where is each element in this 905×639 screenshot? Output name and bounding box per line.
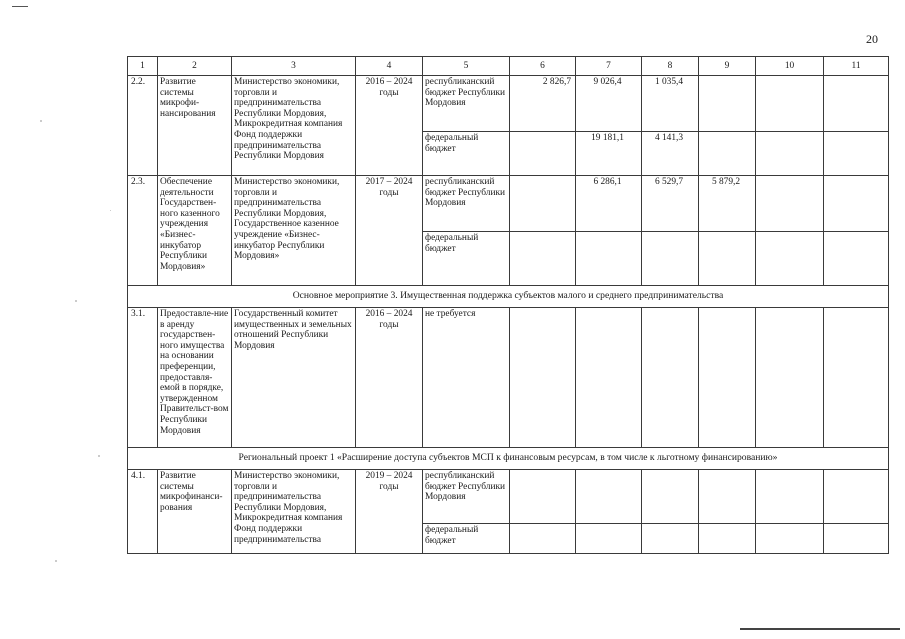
row-executor: Министерство экономики, торговли и предпринимательства Республики Мордовия, Государственное казенное учреждение «Бизнес-инкубатор Республики Мордовия» <box>232 176 356 286</box>
value-cell: 6 529,7 <box>642 176 699 232</box>
value-cell <box>576 524 642 554</box>
scan-speck <box>75 300 77 302</box>
scan-speck <box>55 560 57 562</box>
value-cell <box>699 132 756 176</box>
table-row <box>128 470 889 524</box>
value-cell <box>699 470 756 524</box>
header-cell: 11 <box>824 57 889 76</box>
scan-edge-line <box>740 628 900 630</box>
value-cell <box>699 232 756 286</box>
value-cell: 5 879,2 <box>699 176 756 232</box>
header-row <box>128 57 889 76</box>
scan-speck <box>40 120 42 122</box>
row-number: 3.1. <box>128 308 158 448</box>
header-cell: 6 <box>510 57 576 76</box>
value-cell <box>510 470 576 524</box>
value-cell <box>576 232 642 286</box>
value-cell <box>699 76 756 132</box>
value-cell: 9 026,4 <box>576 76 642 132</box>
value-cell <box>824 308 889 448</box>
row-executor: Государственный комитет имущественных и земельных отношений Республики Мордовия <box>232 308 356 448</box>
header-cell: 10 <box>756 57 824 76</box>
funding-source: республиканский бюджет Республики Мордовия <box>423 470 510 524</box>
header-cell: 4 <box>356 57 423 76</box>
value-cell <box>824 176 889 232</box>
table-row <box>128 76 889 132</box>
value-cell <box>756 76 824 132</box>
page-number: 20 <box>866 32 878 46</box>
row-years: 2016 – 2024 годы <box>356 308 423 448</box>
table-row <box>128 308 889 448</box>
value-cell <box>824 232 889 286</box>
section-row <box>128 286 889 308</box>
funding-source: республиканский бюджет Республики Мордовия <box>423 76 510 132</box>
section-heading: Региональный проект 1 «Расширение доступа субъектов МСП к финансовым ресурсам, в том числе к льготному финансированию» <box>128 448 889 470</box>
value-cell <box>510 308 576 448</box>
funding-source: республиканский бюджет Республики Мордовия <box>423 176 510 232</box>
value-cell <box>642 470 699 524</box>
table-row <box>128 176 889 232</box>
row-executor: Министерство экономики, торговли и предпринимательства Республики Мордовия, Микрокредитная компания Фонд поддержки предпринимательства <box>232 470 356 554</box>
value-cell: 19 181,1 <box>576 132 642 176</box>
row-name: Обеспечение деятельности Государствен-ного казенного учреждения «Бизнес-инкубатор Республики Мордовия» <box>158 176 232 286</box>
value-cell <box>756 308 824 448</box>
header-cell: 9 <box>699 57 756 76</box>
value-cell <box>699 308 756 448</box>
value-cell <box>576 308 642 448</box>
value-cell <box>642 232 699 286</box>
value-cell <box>824 470 889 524</box>
value-cell <box>642 524 699 554</box>
header-cell: 5 <box>423 57 510 76</box>
header-cell: 3 <box>232 57 356 76</box>
row-number: 2.2. <box>128 76 158 176</box>
header-cell: 7 <box>576 57 642 76</box>
value-cell <box>756 524 824 554</box>
value-cell: 6 286,1 <box>576 176 642 232</box>
funding-source: не требуется <box>423 308 510 448</box>
funding-source: федеральный бюджет <box>423 232 510 286</box>
value-cell <box>824 132 889 176</box>
value-cell <box>510 232 576 286</box>
scan-speck <box>110 210 111 211</box>
value-cell <box>510 132 576 176</box>
value-cell <box>510 524 576 554</box>
section-row <box>128 448 889 470</box>
row-years: 2016 – 2024 годы <box>356 76 423 176</box>
section-heading: Основное мероприятие 3. Имущественная поддержка субъектов малого и среднего предпринимательства <box>128 286 889 308</box>
value-cell <box>756 232 824 286</box>
value-cell <box>510 176 576 232</box>
value-cell <box>824 524 889 554</box>
row-years: 2019 – 2024 годы <box>356 470 423 554</box>
funding-source: федеральный бюджет <box>423 524 510 554</box>
value-cell: 1 035,4 <box>642 76 699 132</box>
value-cell <box>756 132 824 176</box>
row-name: Предоставле-ние в аренду государствен-ного имущества на основании преференции, предоставля-емой в порядке, утвержденном Правительст-вом Республики Мордовия <box>158 308 232 448</box>
row-name: Развитие системы микрофи-нансирования <box>158 76 232 176</box>
row-name: Развитие системы микрофинанси-рования <box>158 470 232 554</box>
value-cell <box>756 470 824 524</box>
scan-speck <box>98 455 100 457</box>
value-cell <box>756 176 824 232</box>
header-cell: 1 <box>128 57 158 76</box>
value-cell <box>576 470 642 524</box>
row-number: 2.3. <box>128 176 158 286</box>
value-cell <box>642 308 699 448</box>
funding-source: федеральный бюджет <box>423 132 510 176</box>
value-cell <box>699 524 756 554</box>
row-years: 2017 – 2024 годы <box>356 176 423 286</box>
value-cell: 2 826,7 <box>510 76 576 132</box>
row-executor: Министерство экономики, торговли и предпринимательства Республики Мордовия, Микрокредитная компания Фонд поддержки предпринимательства Республики Мордовия <box>232 76 356 176</box>
header-cell: 2 <box>158 57 232 76</box>
header-cell: 8 <box>642 57 699 76</box>
value-cell <box>824 76 889 132</box>
row-number: 4.1. <box>128 470 158 554</box>
program-table <box>127 56 889 554</box>
scan-mark <box>12 6 28 7</box>
value-cell: 4 141,3 <box>642 132 699 176</box>
